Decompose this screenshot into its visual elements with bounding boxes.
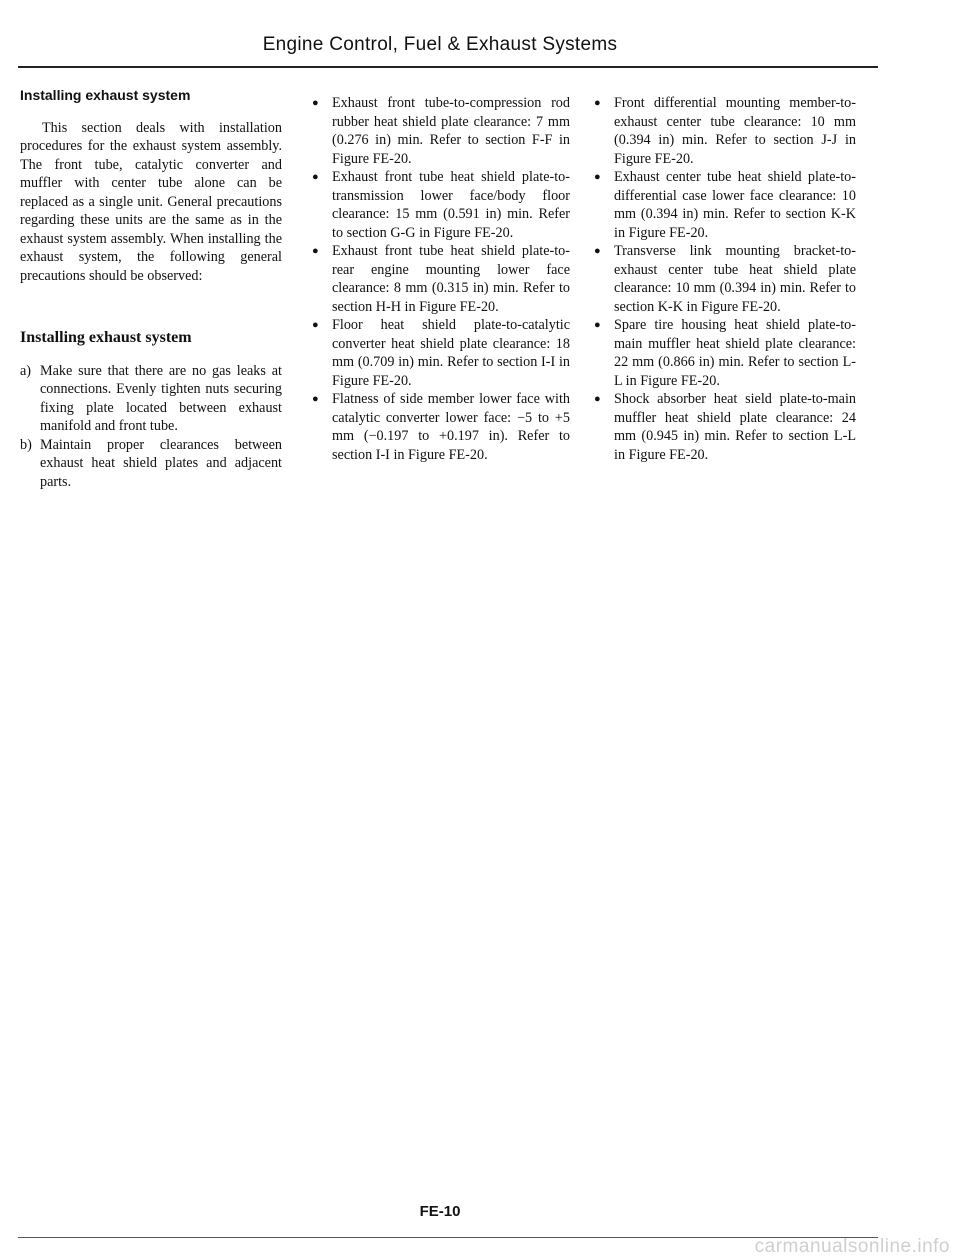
bullet-text: Transverse link mounting bracket-to-exhaust center tube heat shield plate clearance: 10 mm (0.394 in) min. Refer to section K-K in Figure FE-20. bbox=[614, 243, 856, 315]
step-label: b) bbox=[20, 436, 32, 453]
bullet-text: Exhaust front tube heat shield plate-to-rear engine mounting lower face clearance: 8 mm (0.315 in) min. Refer to section H-H in Figure FE-20. bbox=[332, 243, 570, 315]
footer-divider bbox=[18, 1237, 878, 1238]
list-item bbox=[312, 390, 570, 464]
bullet-text: Flatness of side member lower face with catalytic converter lower face: −5 to +5 mm (−0.197 to +0.197 in). Refer to section I-I in Figure FE-20. bbox=[332, 391, 570, 463]
bullet-icon: ● bbox=[594, 393, 601, 405]
step-label: a) bbox=[20, 362, 32, 379]
bullet-icon: ● bbox=[594, 319, 601, 331]
bullet-icon: ● bbox=[312, 319, 319, 331]
bullet-icon: ● bbox=[312, 171, 319, 183]
bullet-text: Exhaust center tube heat shield plate-to-differential case lower face clearance: 10 mm (0.394 in) min. Refer to section K-K in Figure FE-20. bbox=[614, 169, 856, 241]
watermark: carmanualsonline.info bbox=[754, 1236, 950, 1257]
list-item bbox=[312, 94, 570, 168]
bullet-icon: ● bbox=[312, 97, 319, 109]
bullet-icon: ● bbox=[594, 245, 601, 257]
bullet-text: Exhaust front tube heat shield plate-to-transmission lower face/body floor clearance: 15 mm (0.591 in) min. Refer to section G-G in Figure FE-20. bbox=[332, 169, 570, 241]
bullet-icon: ● bbox=[594, 171, 601, 183]
bullet-text: Spare tire housing heat shield plate-to-main muffler heat shield plate clearance: 22 mm (0.866 in) min. Refer to section L-L in Figure FE-20. bbox=[614, 317, 856, 389]
list-item bbox=[20, 436, 282, 492]
bullet-icon: ● bbox=[594, 97, 601, 109]
section-heading-bold: Installing exhaust system bbox=[20, 87, 191, 103]
bullet-text: Front differential mounting member-to-exhaust center tube clearance: 10 mm (0.394 in) min. Refer to section J-J in Figure FE-20. bbox=[614, 95, 856, 167]
list-item bbox=[312, 242, 570, 316]
step-text: Maintain proper clearances between exhaust heat shield plates and adjacent parts. bbox=[40, 436, 282, 490]
page-header-title: Engine Control, Fuel & Exhaust Systems bbox=[262, 34, 618, 55]
column-middle bbox=[312, 94, 570, 464]
list-item bbox=[594, 316, 856, 390]
list-item bbox=[594, 390, 856, 464]
list-item bbox=[312, 168, 570, 242]
bullet-icon: ● bbox=[312, 245, 319, 257]
section-heading: Installing exhaust system bbox=[20, 329, 192, 346]
header-divider bbox=[18, 66, 878, 68]
bullet-icon: ● bbox=[312, 393, 319, 405]
clearance-list bbox=[312, 94, 570, 464]
intro-paragraph: This section deals with installation procedures for the exhaust system assembly. The front tube, catalytic converter and muffler with center tube alone can be replaced as a single unit. General precautions regarding these units are the same as in the exhaust system assembly. When installing the exhaust system, the following general precautions should be observed: bbox=[20, 119, 282, 284]
column-right bbox=[594, 94, 856, 464]
list-item bbox=[594, 94, 856, 168]
bullet-text: Shock absorber heat sield plate-to-main muffler heat shield plate clearance: 24 mm (0.945 in) min. Refer to section L-L in Figure FE-20. bbox=[614, 391, 856, 463]
column-left bbox=[20, 86, 282, 491]
step-text: Make sure that there are no gas leaks at connections. Evenly tighten nuts securing fixing plate located between exhaust manifold and front tube. bbox=[40, 362, 282, 434]
list-item bbox=[312, 316, 570, 390]
list-item bbox=[594, 242, 856, 316]
page-number: FE-10 bbox=[419, 1203, 461, 1220]
bullet-text: Exhaust front tube-to-compression rod rubber heat shield plate clearance: 7 mm (0.276 in) min. Refer to section F-F in Figure FE-20. bbox=[332, 95, 570, 167]
clearance-list bbox=[594, 94, 856, 464]
steps-list bbox=[20, 362, 282, 492]
list-item bbox=[20, 362, 282, 436]
bullet-text: Floor heat shield plate-to-catalytic converter heat shield plate clearance: 18 mm (0.709 in) min. Refer to section I-I in Figure FE-20. bbox=[332, 317, 570, 389]
list-item bbox=[594, 168, 856, 242]
